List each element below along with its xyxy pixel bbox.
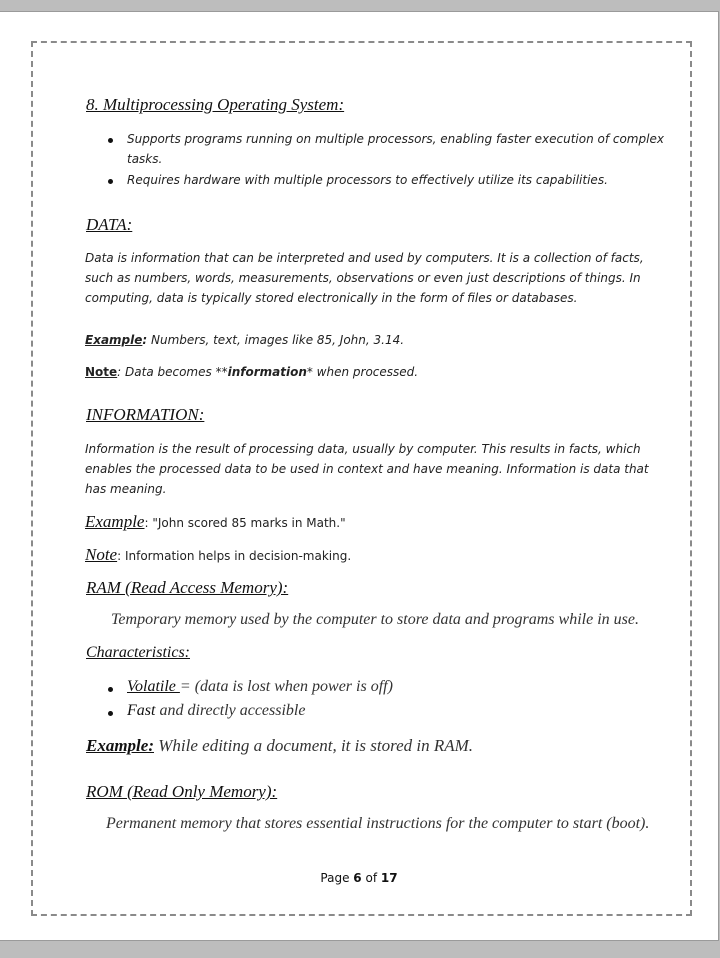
- data-paragraph: [85, 248, 644, 308]
- note-text: : Information helps in decision-making.: [117, 549, 352, 563]
- information-note: [85, 545, 351, 565]
- section-heading-rom: ROM (Read Only Memory):: [86, 782, 278, 801]
- note-label: Note: [85, 545, 118, 564]
- characteristic-text: and directly accessible: [155, 702, 306, 719]
- note-label: Note: [85, 365, 118, 379]
- page-label: Page: [320, 871, 354, 885]
- page-number: [0, 871, 718, 885]
- note-text: * when processed.: [306, 365, 419, 379]
- example-label: Example:: [86, 736, 154, 755]
- bullet-line: tasks.: [127, 152, 163, 166]
- characteristics-heading: Characteristics:: [86, 644, 190, 661]
- information-example: [85, 512, 346, 532]
- note-text: : Data becomes **: [117, 365, 228, 379]
- paragraph-line: enables the processed data to be used in context and have meaning. Information is data that: [85, 462, 649, 476]
- paragraph-line: computing, data is typically stored electronically in the form of files or databases.: [85, 291, 578, 305]
- data-example: [85, 330, 404, 350]
- paragraph-line: Information is the result of processing data, usually by computer. This results in facts, which: [85, 442, 641, 456]
- characteristic-fast: [127, 702, 305, 720]
- example-text: While editing a document, it is stored in RAM.: [154, 736, 474, 755]
- bullet-line: Supports programs running on multiple processors, enabling faster execution of complex: [127, 132, 664, 146]
- document-page: [0, 11, 719, 941]
- section-heading-ram: RAM (Read Access Memory):: [86, 578, 289, 597]
- bullet-icon: [108, 711, 113, 716]
- paragraph-line: Data is information that can be interpreted and used by computers. It is a collection of facts,: [85, 251, 644, 265]
- example-label: Example: [85, 333, 143, 347]
- characteristic-label: Volatile: [127, 678, 180, 695]
- bullet-text: [127, 129, 664, 169]
- section-heading-information: INFORMATION:: [86, 405, 205, 424]
- paragraph-line: has meaning.: [85, 482, 167, 496]
- example-text: : "John scored 85 marks in Math.": [144, 516, 346, 530]
- section-heading-data: DATA:: [86, 215, 133, 234]
- current-page: 6: [353, 871, 362, 885]
- data-note: [85, 362, 418, 382]
- example-text: Numbers, text, images like 85, John, 3.14.: [147, 333, 405, 347]
- paragraph-line: such as numbers, words, measurements, observations or even just descriptions of things. In: [85, 271, 641, 285]
- example-colon: :: [142, 333, 148, 347]
- bullet-icon: [108, 179, 113, 184]
- ram-example: [86, 736, 473, 756]
- rom-description: Permanent memory that stores essential instructions for the computer to start (boot).: [106, 815, 650, 832]
- bullet-text: Requires hardware with multiple processors to effectively utilize its capabilities.: [127, 173, 608, 187]
- characteristic-volatile: [127, 678, 393, 696]
- characteristic-text: = (data is lost when power is off): [179, 678, 393, 695]
- note-bold-text: information: [227, 365, 307, 379]
- total-pages: 17: [380, 871, 398, 885]
- ram-description: Temporary memory used by the computer to store data and programs while in use.: [111, 611, 639, 628]
- section-heading-multiprocessing: 8. Multiprocessing Operating System:: [86, 95, 345, 114]
- bullet-icon: [108, 138, 113, 143]
- bullet-icon: [108, 687, 113, 692]
- characteristic-label: Fast: [127, 702, 156, 719]
- page-of-label: of: [361, 871, 381, 885]
- example-label: Example: [85, 512, 145, 531]
- information-paragraph: [85, 439, 649, 499]
